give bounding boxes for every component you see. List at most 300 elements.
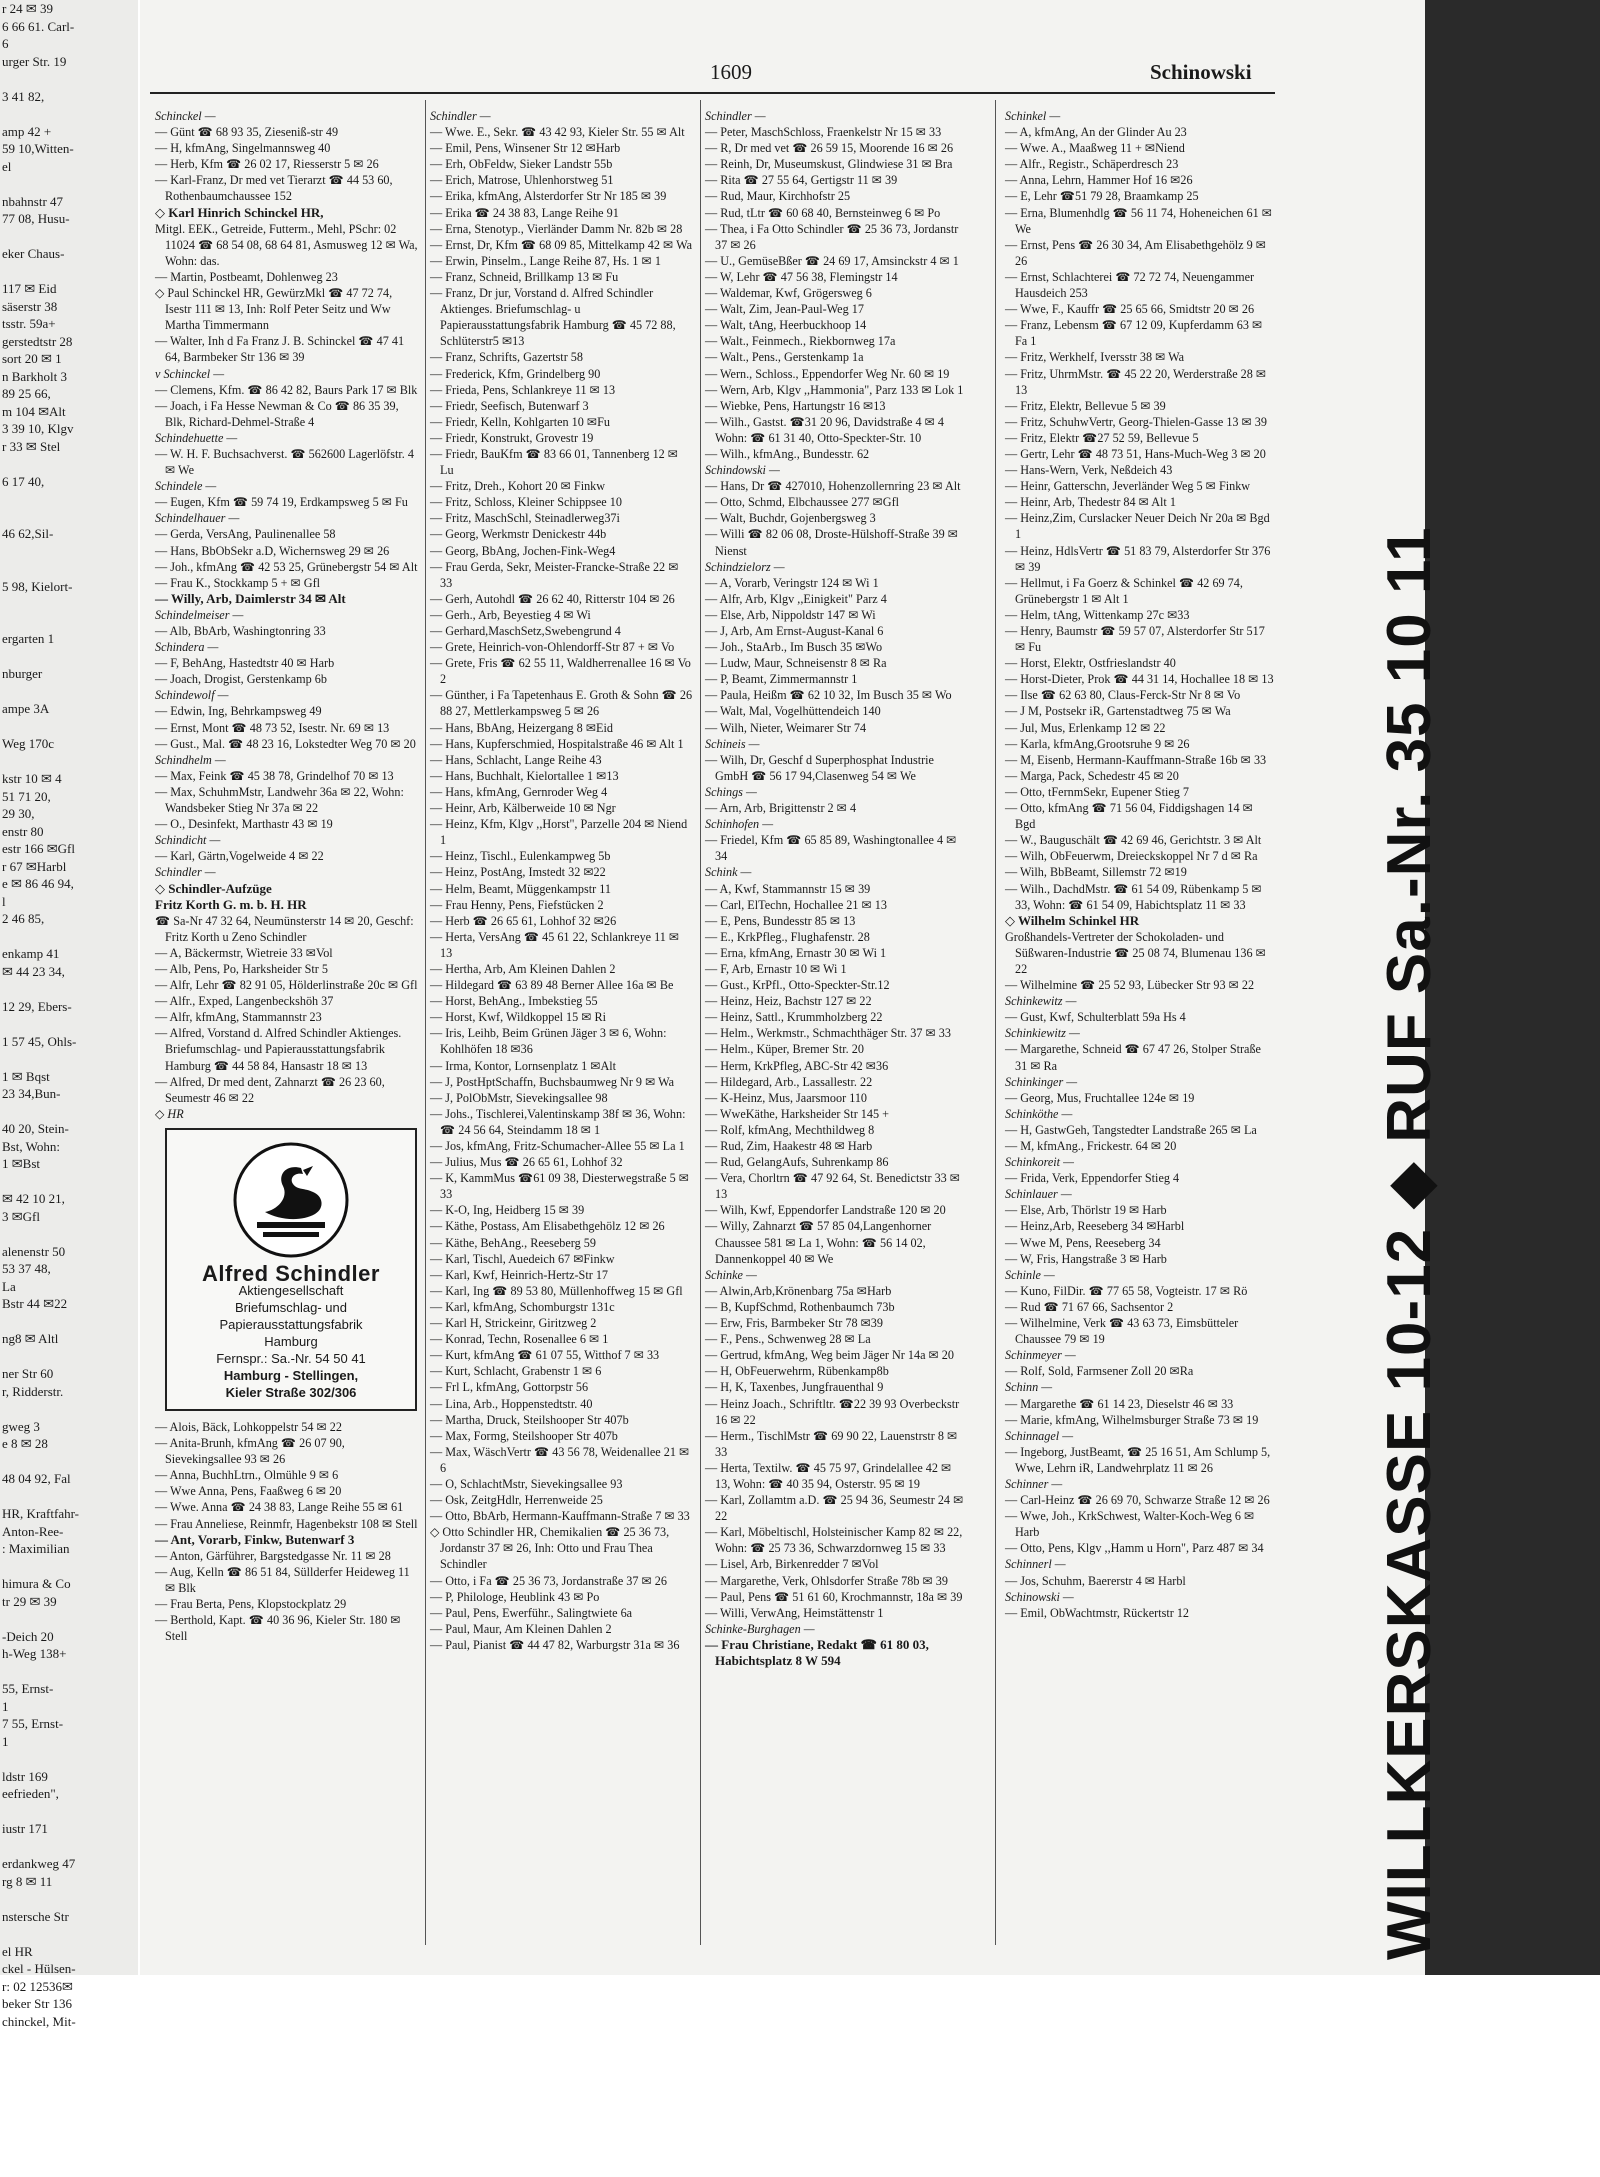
surname-heading: Schineis —	[705, 736, 760, 751]
left-fragment-line: ng8 ✉ Altl	[2, 1331, 59, 1346]
left-fragment-line: ldstr 169	[2, 1768, 48, 1784]
directory-entry: — Hans, BbObSekr a.D, Wichernsweg 29 ✉ 26	[155, 543, 390, 558]
directory-entry: — Emil, ObWachtmstr, Rückertstr 12	[1005, 1605, 1190, 1620]
directory-entry: — Waldemar, Kwf, Grögersweg 6	[705, 286, 872, 301]
directory-entry: — Gerh., Arb, Beyestieg 4 ✉ Wi	[430, 607, 591, 622]
left-fragment-line	[0, 228, 138, 246]
left-fragment-line	[0, 508, 138, 526]
directory-entry: — Heinr, Arb, Thedestr 84 ✉ Alt 1	[1005, 495, 1176, 510]
left-fragment-line: -Deich 20	[2, 1628, 54, 1644]
directory-entry: — Julius, Mus ☎ 26 65 61, Lohhof 32	[430, 1155, 623, 1170]
directory-entry: — Hans, Schlacht, Lange Reihe 43	[430, 752, 602, 767]
column-1	[155, 108, 418, 1948]
directory-entry: ◇ Wilhelm Schinkel HR	[1005, 912, 1140, 928]
left-fragment-line: 1 ✉ Bqst	[2, 1068, 50, 1084]
directory-entry: — Peter, MaschSchloss, Fraenkelstr Nr 15 ✉ 33	[705, 125, 942, 140]
left-fragment-line: 6	[2, 36, 9, 51]
directory-entry: — Eugen, Kfm ☎ 59 74 19, Erdkampsweg 5 ✉ Fu	[155, 495, 408, 510]
left-fragment-line: rg 8 ✉ 11	[2, 1873, 53, 1889]
left-fragment-line: enstr 80	[2, 823, 44, 839]
directory-entry: — Otto, kfmAng ☎ 71 56 04, Fiddigshagen 14 ✉ Bgd	[1005, 801, 1253, 832]
left-fragment-line: Weg 170c	[2, 736, 55, 751]
directory-entry: — A, Bäckermstr, Wietreie 33 ✉Vol	[155, 945, 333, 960]
directory-entry: — K-Heinz, Mus, Jaarsmoor 110	[705, 1090, 868, 1105]
directory-entry: — Herb ☎ 26 65 61, Lohhof 32 ✉26	[430, 913, 617, 928]
left-fragment-line	[0, 543, 138, 561]
directory-entry: — Max, WäschVertr ☎ 43 56 78, Weidenallee 21 ✉ 6	[430, 1444, 690, 1475]
directory-entry: — Wilh., Gastst. ☎31 20 96, Davidstraße 4 ✉ 4 Wohn: ☎ 61 31 40, Otto-Speckter-Str. 10	[705, 414, 944, 445]
surname-heading: Schinowski —	[1005, 1589, 1074, 1604]
surname-heading: Schindler —	[155, 865, 216, 880]
directory-entry: — Herta, VersAng ☎ 45 61 22, Schlankreye 11 ✉ 13	[430, 929, 680, 960]
left-fragment-line: gweg 3	[2, 1418, 40, 1434]
directory-entry: — Fritz, Elektr, Bellevue 5 ✉ 39	[1005, 398, 1166, 413]
left-fragment-line: e 8 ✉ 28	[2, 1436, 48, 1451]
left-fragment-line	[0, 1558, 138, 1576]
directory-entry: — Alfred, Vorstand d. Alfred Schindler Aktienges. Briefumschlag- und Papierausstattungsfabrik Hamburg ☎ 44 58 84, Hansastr 18 ✉ 13	[155, 1026, 402, 1073]
directory-entry: — Franz, Dr jur, Vorstand d. Alfred Schindler Aktienges. Briefumschlag- u Papierausstattungsfabrik Hamburg ☎ 45 72 88, Schlüterstr5 ✉13	[430, 286, 676, 349]
directory-entry: — Martin, Postbeamt, Dohlenweg 23	[155, 269, 338, 284]
left-fragment-line: nstersche Str	[2, 1908, 69, 1924]
directory-entry: — Heinz, Kfm, Klgv ,,Horst", Parzelle 204 ✉ Niend 1	[430, 817, 688, 848]
directory-entry: — Alfred, Dr med dent, Zahnarzt ☎ 26 23 60, Seumestr 46 ✉ 22	[155, 1074, 385, 1105]
surname-heading: Schink —	[705, 865, 752, 880]
directory-entry: — Max, SchuhmMstr, Landwehr 36a ✉ 22, Wohn: Wandsbeker Stieg Nr 37a ✉ 22	[155, 784, 404, 816]
surname-heading: v Schinckel —	[155, 366, 225, 381]
directory-entry: — Walter, Inh d Fa Franz J. B. Schinckel ☎ 47 41 64, Barmbeker Str 136 ✉ 39	[155, 334, 405, 365]
surname-heading: Schinle —	[1005, 1267, 1055, 1282]
left-fragment-line: 23 34,Bun-	[2, 1086, 61, 1101]
left-fragment-line: ergarten 1	[2, 631, 55, 646]
directory-entry: — Carl, ElTechn, Hochallee 21 ✉ 13	[705, 897, 887, 912]
column-divider	[700, 100, 701, 1945]
left-fragment-line	[0, 105, 138, 123]
directory-entry: — P, Beamt, Zimmermannstr 1	[705, 672, 858, 687]
left-fragment-line: 59 10,Witten-	[2, 141, 74, 156]
directory-entry: — Joach, Drogist, Gerstenkamp 6b	[155, 672, 327, 687]
directory-entry: — Henry, Baumstr ☎ 59 57 07, Alsterdorfer Str 517 ✉ Fu	[1005, 624, 1265, 655]
left-fragment-line: 7 55, Ernst-	[2, 1716, 64, 1731]
left-fragment-line: r 24 ✉ 39	[2, 1, 53, 16]
directory-entry: — Günt ☎ 68 93 35, Zieseniß-str 49	[155, 125, 339, 140]
left-fragment-line: 6 17 40,	[2, 473, 45, 489]
directory-entry: — Karl-Franz, Dr med vet Tierarzt ☎ 44 53 60, Rothenbaumchaussee 152	[155, 173, 393, 204]
directory-entry: — Erika ☎ 24 38 83, Lange Reihe 91	[430, 205, 619, 220]
directory-entry: — Willi ☎ 82 06 08, Droste-Hülshoff-Straße 39 ✉ Nienst	[705, 527, 958, 558]
directory-entry: — O, SchlachtMstr, Sievekingsallee 93	[430, 1476, 623, 1491]
directory-entry: — Otto, Schmd, Elbchaussee 277 ✉Gfl	[705, 495, 900, 510]
left-fragment-line	[0, 753, 138, 771]
surname-heading: Schinkel —	[1005, 109, 1061, 123]
column-divider	[995, 100, 996, 1945]
left-fragment-line: ner Str 60	[2, 1366, 54, 1381]
directory-entry: — Else, Arb, Thörlstr 19 ✉ Harb	[1005, 1203, 1167, 1218]
directory-entry: — E., KrkPfleg., Flughafenstr. 28	[705, 929, 870, 944]
left-fragment-line: el	[2, 158, 12, 174]
directory-entry: — Rita ☎ 27 55 64, Gertigstr 11 ✉ 39	[705, 173, 898, 188]
directory-entry: — Wwe Anna, Pens, Faaßweg 6 ✉ 20	[155, 1484, 342, 1499]
directory-entry: — Paula, Heißm ☎ 62 10 32, Im Busch 35 ✉ Wo	[705, 688, 952, 703]
directory-entry: — Max, Feink ☎ 45 38 78, Grindelhof 70 ✉ 13	[155, 768, 394, 783]
directory-entry: — Gertrud, kfmAng, Weg beim Jäger Nr 14a ✉ 20	[705, 1348, 954, 1363]
left-fragment-line	[0, 1313, 138, 1331]
swan-logo-icon	[231, 1140, 351, 1260]
directory-entry: — Franz, Schrifts, Gazertstr 58	[430, 350, 583, 365]
directory-entry: — Paul, Maur, Am Kleinen Dahlen 2	[430, 1621, 612, 1636]
directory-entry: — Martha, Druck, Steilshooper Str 407b	[430, 1412, 629, 1427]
directory-entry: — Konrad, Techn, Rosenallee 6 ✉ 1	[430, 1332, 609, 1347]
left-fragment-line	[0, 980, 138, 998]
directory-entry: — Kuno, FilDir. ☎ 77 65 58, Vogteistr. 17 ✉ Rö	[1005, 1283, 1248, 1298]
directory-entry: — Frau Christiane, Redakt ☎ 61 80 03, Habichtsplatz 8 W 594	[705, 1636, 929, 1668]
surname-heading: ◇ HR	[155, 1106, 184, 1121]
directory-entry: — Alfr, Lehr ☎ 82 91 05, Hölderlinstraße 20c ✉ Gfl	[155, 978, 418, 993]
left-fragment-line: e ✉ 86 46 94,	[2, 876, 74, 891]
directory-entry: — A, kfmAng, An der Glinder Au 23	[1005, 125, 1187, 140]
directory-entry: — Erna, Stenotyp., Vierländer Damm Nr. 82b ✉ 28	[430, 221, 683, 236]
directory-entry: — Irma, Kontor, Lornsenplatz 1 ✉Alt	[430, 1058, 617, 1073]
directory-entry: — W, Fris, Hangstraße 3 ✉ Harb	[1005, 1251, 1167, 1266]
directory-entry: — Hans, kfmAng, Gernroder Weg 4	[430, 784, 608, 799]
column-2	[430, 108, 693, 1948]
left-fragment-line: ckel - Hülsen-	[2, 1961, 76, 1976]
page-number: 1609	[710, 60, 752, 84]
left-fragment-line	[0, 1050, 138, 1068]
surname-heading: Schinnerl —	[1005, 1557, 1066, 1572]
surname-heading: Schinköthe —	[1005, 1106, 1073, 1121]
directory-entry: — Wiebke, Pens, Hartungstr 16 ✉13	[705, 398, 886, 413]
directory-entry: — Gerhard,MaschSetz,Swebengrund 4	[430, 624, 621, 638]
ad-address: Kieler Straße 302/306	[225, 1385, 357, 1400]
left-fragment-line	[0, 718, 138, 736]
directory-entry: — H, ObFeuerwehrm, Rübenkamp8b	[705, 1364, 889, 1379]
surname-heading: Schindehuette —	[155, 430, 238, 445]
directory-entry: — Karl, Ing ☎ 89 53 80, Müllenhoffweg 15 ✉ Gfl	[430, 1283, 683, 1298]
directory-entry: — Wwe. E., Sekr. ☎ 43 42 93, Kieler Str. 55 ✉ Alt	[430, 125, 685, 140]
directory-entry: — W, Lehr ☎ 47 56 38, Flemingstr 14	[705, 269, 898, 284]
directory-entry: — Ernst, Dr, Kfm ☎ 68 09 85, Mittelkamp 42 ✉ Wa	[430, 237, 693, 252]
directory-entry: — Frau K., Stockkamp 5 + ✉ Gfl	[155, 575, 321, 590]
directory-entry: — Grete, Fris ☎ 62 55 11, Waldherrenallee 16 ✉ Vo 2	[430, 656, 691, 687]
directory-entry: — Heinz,Arb, Reeseberg 34 ✉Harbl	[1005, 1219, 1185, 1234]
directory-entry: Fritz Korth G. m. b. H. HR	[155, 896, 307, 912]
left-fragment-line: 40 20, Stein-	[2, 1121, 69, 1136]
directory-entry: ◇ Otto Schindler HR, Chemikalien ☎ 25 36 73, Jordanstr 37 ✉ 26, Inh: Otto und Frau Thea Schindler	[430, 1525, 670, 1572]
left-fragment-line: gerstedtstr 28	[2, 333, 73, 349]
surname-heading: Schings —	[705, 784, 757, 799]
directory-entry: — Karl, kfmAng, Schomburgstr 131c	[430, 1299, 615, 1314]
left-fragment-line	[0, 1925, 138, 1943]
directory-entry: — Willy, Zahnarzt ☎ 57 85 04,Langenhorner Chaussee 581 ✉ La 1, Wohn: ☎ 56 14 02, Dannenkoppel 40 ✉ We	[705, 1219, 932, 1266]
directory-entry: — Karl, Möbeltischl, Holsteinischer Kamp 82 ✉ 22, Wohn: ☎ 25 73 36, Schwarzdornweg 15 ✉ 33	[705, 1525, 963, 1556]
directory-entry: — Heinz, Sattl., Krummholzberg 22	[705, 1010, 883, 1025]
directory-entry: — W., Bauguschält ☎ 42 69 46, Gerichtstr. 3 ✉ Alt	[1005, 833, 1262, 848]
left-fragment-line	[0, 595, 138, 613]
directory-entry: — Fritz, UhrmMstr. ☎ 45 22 20, Werderstraße 28 ✉ 13	[1005, 366, 1267, 397]
directory-entry: — Fritz, Schloss, Kleiner Schippsee 10	[430, 495, 622, 510]
left-fragment-line: 89 25 66,	[2, 386, 51, 401]
directory-entry: — Wilh, ObFeuerwm, Dreieckskoppel Nr 7 d ✉ Ra	[1005, 849, 1258, 864]
directory-entry: — J M, Postsekr iR, Gartenstadtweg 75 ✉ Wa	[1005, 704, 1231, 719]
directory-entry: — Wern., Schloss., Eppendorfer Weg Nr. 60 ✉ 19	[705, 366, 950, 381]
left-fragment-line: 55, Ernst-	[2, 1681, 54, 1696]
directory-entry: — Karl, Zollamtm a.D. ☎ 25 94 36, Seumestr 24 ✉ 22	[705, 1493, 964, 1524]
left-fragment-line	[0, 70, 138, 88]
directory-entry: — Helm., Werkmstr., Schmachthäger Str. 37 ✉ 33	[705, 1026, 951, 1041]
directory-entry: — Wilh, BbBeamt, Sillemstr 72 ✉19	[1005, 865, 1187, 880]
left-fragment-line	[0, 1488, 138, 1506]
directory-entry: — H, K, Taxenbes, Jungfrauenthal 9	[705, 1380, 884, 1395]
left-fragment-line	[0, 1400, 138, 1418]
directory-entry: — Joach, i Fa Hesse Newman & Co ☎ 86 35 39, Blk, Richard-Dehmel-Straße 4	[155, 398, 399, 429]
left-fragment-line: 2 46 85,	[2, 911, 45, 926]
directory-entry: — Alfr., Registr., Schäperdresch 23	[1005, 157, 1179, 172]
directory-entry: — Wilh., kfmAng., Bundesstr. 62	[705, 446, 870, 461]
directory-entry: — Alb, BbArb, Washingtonring 33	[155, 624, 326, 638]
surname-heading: Schindewolf —	[155, 688, 229, 703]
directory-entry: — Gust., Mal. ☎ 48 23 16, Lokstedter Weg 70 ✉ 20	[155, 736, 416, 751]
directory-entry: — Georg, Werkmstr Denickestr 44b	[430, 527, 607, 542]
directory-entry: — Herm, KrkPfleg, ABC-Str 42 ✉36	[705, 1058, 889, 1073]
directory-entry: — Rud, GelangAufs, Suhrenkamp 86	[705, 1155, 889, 1170]
left-fragment-line	[0, 1103, 138, 1121]
directory-entry: — Heinz, Heiz, Bachstr 127 ✉ 22	[705, 994, 872, 1009]
directory-entry: — Erwin, Pinselm., Lange Reihe 87, Hs. 1 ✉ 1	[430, 253, 661, 268]
surname-heading: Schindler —	[430, 109, 491, 123]
running-head: Schinowski	[1150, 60, 1252, 84]
directory-entry: — Walt, Mal, Vogelhüttendeich 140	[705, 704, 881, 719]
left-fragment-line: tsstr. 59a+	[2, 316, 56, 331]
directory-entry: — Thea, i Fa Otto Schindler ☎ 25 36 73, Jordanstr 37 ✉ 26	[705, 221, 959, 252]
directory-entry: — Ernst, Mont ☎ 48 73 52, Isestr. Nr. 69 ✉ 13	[155, 720, 390, 735]
left-fragment-line: sort 20 ✉ 1	[2, 351, 62, 366]
directory-entry: — Horst, Kwf, Wildkoppel 15 ✉ Ri	[430, 1010, 607, 1025]
directory-entry: — Friedr, BauKfm ☎ 83 66 01, Tannenberg 12 ✉ Lu	[430, 446, 679, 478]
left-fragment-line: 12 29, Ebers-	[2, 998, 72, 1014]
directory-entry: — Frau Anneliese, Reinmfr, Hagenbekstr 108 ✉ Stell	[155, 1516, 418, 1531]
left-fragment-line: 53 37 48,	[2, 1261, 51, 1276]
left-fragment-line	[0, 613, 138, 631]
directory-entry: — Heinz, PostAng, Imstedt 32 ✉22	[430, 865, 606, 880]
left-fragment-line: 77 08, Husu-	[2, 211, 70, 226]
directory-entry: — Frida, Verk, Eppendorfer Stieg 4	[1005, 1171, 1180, 1186]
directory-entry: — Arn, Arb, Brigittenstr 2 ✉ 4	[705, 801, 857, 816]
left-fragment-line: ✉ 44 23 34,	[2, 963, 65, 979]
surname-heading: Schindele —	[155, 479, 217, 494]
directory-entry: — Friedel, Kfm ☎ 65 85 89, Washingtonallee 4 ✉ 34	[705, 833, 957, 864]
directory-entry: — Vera, Chorltrn ☎ 47 92 64, St. Benedictstr 33 ✉ 13	[705, 1171, 961, 1202]
directory-entry: — Gust., KrPfl., Otto-Speckter-Str.12	[705, 978, 890, 993]
directory-entry: — Willi, VerwAng, Heimstättenstr 1	[705, 1605, 884, 1620]
left-fragment-line: estr 166 ✉Gfl	[2, 841, 75, 856]
surname-heading: Schinhofen —	[705, 817, 774, 832]
directory-entry: — Friedr, Kelln, Kohlgarten 10 ✉Fu	[430, 414, 610, 429]
column-divider	[425, 100, 426, 1945]
ad-address: Hamburg - Stellingen,	[223, 1368, 359, 1383]
left-fragment-line: 1	[2, 1698, 9, 1714]
directory-entry: — W. H. F. Buchsachverst. ☎ 562600 Lagerlöfstr. 4 ✉ We	[155, 446, 414, 478]
directory-entry: — Kurt, kfmAng ☎ 61 07 55, Witthof 7 ✉ 33	[430, 1348, 660, 1363]
directory-entry: — Fritz, SchuhwVertr, Georg-Thielen-Gasse 13 ✉ 39	[1005, 414, 1267, 429]
left-fragment-line: HR, Kraftfahr-	[2, 1506, 79, 1521]
directory-entry: — Margarethe, Verk, Ohlsdorfer Straße 78b ✉ 39	[705, 1573, 948, 1588]
directory-entry: — Alfr, Arb, Klgv ,,Einigkeit" Parz 4	[705, 591, 887, 606]
surname-heading: Schinkinger —	[1005, 1074, 1078, 1089]
left-fragment-line: el HR	[2, 1943, 33, 1959]
directory-entry: — Georg, Mus, Fruchtallee 124e ✉ 19	[1005, 1090, 1195, 1105]
directory-entry: — Erw, Fris, Barmbeker Str 78 ✉39	[705, 1316, 883, 1331]
directory-entry: — Margarethe, Schneid ☎ 67 47 26, Stolper Straße 31 ✉ Ra	[1005, 1042, 1261, 1073]
directory-entry: — Joh., StaArb., Im Busch 35 ✉Wo	[705, 640, 883, 655]
directory-entry: — Walt, Zim, Jean-Paul-Weg 17	[705, 302, 864, 317]
left-fragment-line: ✉ 42 10 21,	[2, 1191, 65, 1206]
left-fragment-line: eefrieden",	[2, 1786, 59, 1801]
directory-entry: — F., Pens., Schwenweg 28 ✉ La	[705, 1332, 871, 1347]
left-fragment-line: 51 71 20,	[2, 788, 51, 804]
surname-heading: Schindera —	[155, 640, 219, 655]
left-fragment-line: : Maximilian	[2, 1541, 70, 1556]
left-fragment-line: urger Str. 19	[2, 53, 67, 69]
directory-entry: — Hellmut, i Fa Goerz & Schinkel ☎ 42 69 74, Grünebergstr 1 ✉ Alt 1	[1005, 575, 1243, 606]
directory-entry: — Karla, kfmAng,Grootsruhe 9 ✉ 26	[1005, 736, 1190, 751]
directory-entry: — Otto, tFernmSekr, Eupener Stieg 7	[1005, 784, 1189, 799]
left-fragment-line	[0, 490, 138, 508]
left-fragment-line: nbahnstr 47	[2, 193, 64, 209]
directory-entry: — Walt, Buchdr, Gojenbergsweg 3	[705, 511, 876, 526]
directory-entry: — Edwin, Ing, Behrkampsweg 49	[155, 704, 322, 719]
left-fragment-line: 1 ✉Bst	[2, 1156, 40, 1171]
directory-entry: — Erich, Matrose, Uhlenhorstweg 51	[430, 173, 614, 188]
directory-entry: — Emil, Pens, Winsener Str 12 ✉Harb	[430, 141, 621, 156]
directory-entry: — Willy, Arb, Daimlerstr 34 ✉ Alt	[155, 590, 346, 606]
column-1-entries-top	[155, 108, 418, 1122]
directory-entry: — J, PostHptSchaffn, Buchsbaumweg Nr 9 ✉ Wa	[430, 1074, 675, 1089]
surname-heading: Schinnagel —	[1005, 1428, 1074, 1443]
directory-entry: — Rud, Zim, Haakestr 48 ✉ Harb	[705, 1139, 873, 1153]
directory-entry: — Gerh, Autohdl ☎ 26 62 40, Ritterstr 104 ✉ 26	[430, 591, 675, 606]
surname-heading: Schinkewitz —	[1005, 994, 1077, 1009]
directory-entry: — Käthe, BehAng., Reeseberg 59	[430, 1235, 596, 1250]
left-fragment-line: 1 57 45, Ohls-	[2, 1033, 77, 1049]
surname-heading: Schindzielorz —	[705, 559, 785, 574]
directory-entry: — Paul, Pens, Ewerführ., Salingtwiete 6a	[430, 1605, 633, 1620]
directory-entry: — O., Desinfekt, Marthastr 43 ✉ 19	[155, 817, 333, 832]
directory-entry: — Horst, Elektr, Ostfrieslandstr 40	[1005, 656, 1176, 671]
left-fragment-line: r: 02 12536✉	[2, 1978, 73, 1994]
left-fragment-line: 3 41 82,	[2, 88, 45, 104]
directory-entry: — Anita-Brunh, kfmAng ☎ 26 07 90, Sievekingsallee 93 ✉ 26	[155, 1436, 345, 1467]
directory-entry: — Wern, Arb, Klgv ,,Hammonia", Parz 133 ✉ Lok 1	[705, 382, 964, 397]
directory-entry: — Jos, Schuhm, Baererstr 4 ✉ Harbl	[1005, 1573, 1186, 1588]
directory-entry: — Wwe, Joh., KrkSchwest, Walter-Koch-Weg 6 ✉ Harb	[1005, 1509, 1255, 1540]
left-fragment-line	[0, 1453, 138, 1471]
directory-entry: — J, Arb, Am Ernst-August-Kanal 6	[705, 624, 884, 638]
left-fragment-line: kstr 10 ✉ 4	[2, 771, 62, 786]
surname-heading: Schinmeyer —	[1005, 1348, 1076, 1363]
left-fragment-line: 29 30,	[2, 806, 35, 821]
directory-entry: — Osk, ZeitgHdlr, Herrenweide 25	[430, 1493, 603, 1508]
left-fragment-line	[0, 560, 138, 578]
directory-entry: — Paul, Pianist ☎ 44 47 82, Warburgstr 31a ✉ 36	[430, 1637, 680, 1652]
surname-heading: Schinlauer —	[1005, 1187, 1072, 1202]
directory-entry: — E, Lehr ☎51 79 28, Braamkamp 25	[1005, 189, 1199, 204]
left-fragment-line: iustr 171	[2, 1821, 48, 1836]
directory-entry: — Rud, Maur, Kirchhofstr 25	[705, 189, 851, 204]
directory-entry: — Ingeborg, JustBeamt, ☎ 25 16 51, Am Schlump 5, Wwe, Lehrn iR, Landwehrplatz 11 ✉ 26	[1005, 1444, 1271, 1475]
directory-entry: — Horst-Dieter, Prok ☎ 44 31 14, Hochallee 18 ✉ 13	[1005, 672, 1274, 687]
directory-entry: — Gust, Kwf, Schulterblatt 59a Hs 4	[1005, 1010, 1186, 1025]
left-fragment-line	[0, 1838, 138, 1856]
directory-entry: — Rud, tLtr ☎ 60 68 40, Bernsteinweg 6 ✉ Po	[705, 205, 941, 220]
left-fragment-line	[0, 1348, 138, 1366]
directory-entry: — Alwin,Arb,Krönenbarg 75a ✉Harb	[705, 1283, 892, 1298]
directory-entry: — Alfr., Exped, Langenbeckshöh 37	[155, 994, 334, 1009]
directory-entry: — Günther, i Fa Tapetenhaus E. Groth & Sohn ☎ 26 88 27, Mettlerkampsweg 5 ✉ 26	[430, 688, 693, 719]
left-fragment-line: eker Chaus-	[2, 246, 65, 261]
directory-entry: — Frl L, kfmAng, Gottorpstr 56	[430, 1380, 589, 1395]
left-fragment-line: nburger	[2, 666, 43, 681]
directory-entry: — WweKäthe, Harksheider Str 145 +	[705, 1106, 889, 1121]
directory-entry: — Heinz,Zim, Curslacker Neuer Deich Nr 20a ✉ Bgd 1	[1005, 511, 1270, 542]
left-fragment-line: 6 66 61. Carl-	[2, 18, 75, 34]
directory-entry: — Alfr, kfmAng, Stammannstr 23	[155, 1010, 322, 1025]
ad-phone: Fernspr.: Sa.-Nr. 54 50 41	[216, 1351, 366, 1366]
directory-entry: — Ernst, Pens ☎ 26 30 34, Am Elisabethgehölz 9 ✉ 26	[1005, 237, 1266, 268]
directory-entry: — Wwe M, Pens, Reeseberg 34	[1005, 1235, 1161, 1250]
left-fragment-line: beker Str 136	[2, 1996, 73, 2011]
directory-entry: — A, Kwf, Stammannstr 15 ✉ 39	[705, 881, 871, 896]
directory-entry: — Frau Gerda, Sekr, Meister-Francke-Straße 22 ✉ 33	[430, 559, 679, 590]
directory-entry: — Gertr, Lehr ☎ 48 73 51, Hans-Much-Weg 3 ✉ 20	[1005, 446, 1266, 461]
directory-entry: — Rud ☎ 71 67 66, Sachsentor 2	[1005, 1299, 1174, 1314]
directory-entry: — Frau Henny, Pens, Fiefstücken 2	[430, 897, 604, 912]
directory-entry: — Frederick, Kfm, Grindelberg 90	[430, 366, 601, 381]
directory-entry: — Hildegard, Arb., Lassallestr. 22	[705, 1074, 873, 1089]
directory-entry: — Rolf, Sold, Farmsener Zoll 20 ✉Ra	[1005, 1364, 1194, 1379]
left-fragment-line	[0, 1225, 138, 1243]
left-fragment-line: säserstr 38	[2, 298, 58, 314]
directory-entry: — F, Arb, Ernastr 10 ✉ Wi 1	[705, 961, 847, 976]
directory-entry: — Karl, Tischl, Auedeich 67 ✉Finkw	[430, 1251, 615, 1266]
directory-entry: — Hans, Buchhalt, Kielortallee 1 ✉13	[430, 768, 619, 783]
directory-entry: ◇ Paul Schinckel HR, GewürzMkl ☎ 47 72 74, Isestr 111 ✉ 13, Inh: Rolf Peter Seitz und Ww Martha Timmermann	[155, 286, 393, 333]
left-fragment-line: amp 42 +	[2, 123, 52, 139]
directory-entry: — Karl H, Strickeinr, Giritzweg 2	[430, 1316, 597, 1331]
directory-entry: — Reinh, Dr, Museumskust, Glindwiese 31 ✉ Bra	[705, 157, 953, 172]
left-fragment-line: 5 98, Kielort-	[2, 578, 73, 594]
ad-line: Hamburg	[264, 1334, 318, 1349]
directory-entry: — M, Eisenb, Hermann-Kauffmann-Straße 16b ✉ 33	[1005, 752, 1267, 767]
directory-entry: — Grete, Heinrich-von-Ohlendorff-Str 87 + ✉ Vo	[430, 640, 675, 655]
directory-entry: — Fritz, Werkhelf, Iversstr 38 ✉ Wa	[1005, 350, 1185, 365]
directory-entry: — Wwe. A., Maaßweg 11 + ✉Niend	[1005, 141, 1185, 156]
directory-entry: — Karl, Gärtn,Vogelweide 4 ✉ 22	[155, 849, 324, 864]
directory-entry: — K-O, Ing, Heidberg 15 ✉ 39	[430, 1203, 585, 1218]
directory-entry: — Ilse ☎ 62 63 80, Claus-Ferck-Str Nr 8 ✉ Vo	[1005, 688, 1241, 703]
directory-entry: — Wwe. Anna ☎ 24 38 83, Lange Reihe 55 ✉ 61	[155, 1500, 404, 1515]
directory-entry: — Anna, Lehrn, Hammer Hof 16 ✉26	[1005, 173, 1193, 188]
spine-advertisement: WILLKERSKASSE 10-12 ◆ RUF Sa.-Nr. 35 10 11	[1375, 526, 1444, 1960]
directory-entry: — Karl, Kwf, Heinrich-Hertz-Str 17	[430, 1267, 609, 1282]
surname-heading: Schinke-Burghagen —	[705, 1621, 815, 1636]
directory-entry: — K, KammMus ☎61 09 38, Diesterwegstraße 5 ✉ 33	[430, 1171, 689, 1202]
directory-entry: — U., GemüseBßer ☎ 24 69 17, Amsinckstr 4 ✉ 1	[705, 253, 959, 268]
surname-heading: Schindler —	[705, 109, 766, 123]
directory-entry: — Hans, Dr ☎ 427010, Hohenzollernring 23 ✉ Alt	[705, 479, 961, 494]
left-fragment-line: enkamp 41	[2, 946, 60, 961]
directory-entry: — Erh, ObFeldw, Sieker Landstr 55b	[430, 157, 613, 172]
directory-entry: — H, kfmAng, Singelmannsweg 40	[155, 141, 331, 156]
